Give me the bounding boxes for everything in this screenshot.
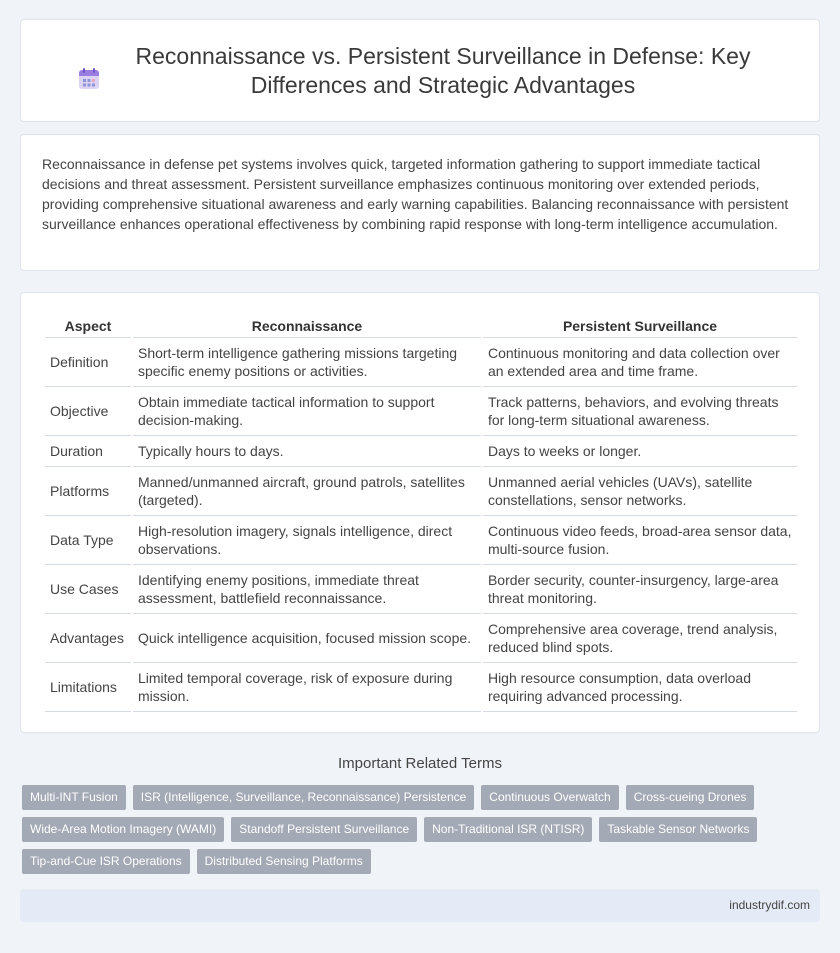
row-reconnaissance: Obtain immediate tactical information to support decision-making. bbox=[133, 387, 481, 436]
row-aspect: Objective bbox=[45, 387, 131, 436]
header-card bbox=[20, 19, 820, 122]
row-persistent-surveillance: Continuous monitoring and data collection over an extended area and time frame. bbox=[483, 338, 797, 387]
related-term-tag[interactable]: Taskable Sensor Networks bbox=[599, 817, 757, 842]
related-term-tag[interactable]: Standoff Persistent Surveillance bbox=[231, 817, 417, 842]
related-term-tag[interactable]: ISR (Intelligence, Surveillance, Reconnaissance) Persistence bbox=[133, 785, 475, 810]
related-term-tag[interactable]: Continuous Overwatch bbox=[481, 785, 618, 810]
intro-card bbox=[20, 134, 820, 271]
table-row bbox=[45, 614, 797, 663]
row-aspect: Use Cases bbox=[45, 565, 131, 614]
row-aspect: Platforms bbox=[45, 467, 131, 516]
row-aspect: Data Type bbox=[45, 516, 131, 565]
footer bbox=[20, 889, 820, 922]
related-term-tag[interactable]: Tip-and-Cue ISR Operations bbox=[22, 849, 190, 874]
header-persistent-surveillance: Persistent Surveillance bbox=[483, 313, 797, 338]
related-term-tag[interactable]: Distributed Sensing Platforms bbox=[197, 849, 371, 874]
related-term-tag[interactable]: Non-Traditional ISR (NTISR) bbox=[424, 817, 592, 842]
table-row bbox=[45, 663, 797, 712]
footer-site-link[interactable]: industrydif.com bbox=[729, 898, 810, 912]
intro-paragraph: Reconnaissance in defense pet systems involves quick, targeted information gathering to support immediate tactical decisions and threat assessment. Persistent surveillance emphasizes continuous monitoring over extended periods, providing comprehensive situational awareness and early warning capabilities. Balancing reconnaissance with persistent surveillance enhances operational effectiveness by combining rapid response with long-term intelligence accumulation. bbox=[42, 156, 789, 232]
table-row bbox=[45, 516, 797, 565]
related-term-tag[interactable]: Wide-Area Motion Imagery (WAMI) bbox=[22, 817, 224, 842]
row-aspect: Advantages bbox=[45, 614, 131, 663]
comparison-table bbox=[43, 313, 799, 712]
header-reconnaissance: Reconnaissance bbox=[133, 313, 481, 338]
row-reconnaissance: High-resolution imagery, signals intelligence, direct observations. bbox=[133, 516, 481, 565]
row-aspect: Limitations bbox=[45, 663, 131, 712]
related-term-tag[interactable]: Cross-cueing Drones bbox=[626, 785, 755, 810]
row-persistent-surveillance: Border security, counter-insurgency, large-area threat monitoring. bbox=[483, 565, 797, 614]
row-persistent-surveillance: High resource consumption, data overload requiring advanced processing. bbox=[483, 663, 797, 712]
page-title: Reconnaissance vs. Persistent Surveillance in Defense: Key Differences and Strategic Advantages bbox=[135, 42, 751, 98]
related-terms-list bbox=[22, 785, 822, 881]
table-row bbox=[45, 436, 797, 467]
row-persistent-surveillance: Unmanned aerial vehicles (UAVs), satellite constellations, sensor networks. bbox=[483, 467, 797, 516]
table-header-row bbox=[45, 313, 797, 338]
row-reconnaissance: Limited temporal coverage, risk of exposure during mission. bbox=[133, 663, 481, 712]
table-row bbox=[45, 565, 797, 614]
title-wrap bbox=[77, 42, 763, 100]
row-persistent-surveillance: Track patterns, behaviors, and evolving threats for long-term situational awareness. bbox=[483, 387, 797, 436]
row-aspect: Definition bbox=[45, 338, 131, 387]
row-persistent-surveillance: Continuous video feeds, broad-area sensor data, multi-source fusion. bbox=[483, 516, 797, 565]
related-terms-title: Important Related Terms bbox=[338, 755, 502, 772]
row-reconnaissance: Typically hours to days. bbox=[133, 436, 481, 467]
table-row bbox=[45, 467, 797, 516]
row-persistent-surveillance: Comprehensive area coverage, trend analysis, reduced blind spots. bbox=[483, 614, 797, 663]
comparison-table-card bbox=[20, 292, 820, 733]
row-reconnaissance: Identifying enemy positions, immediate threat assessment, battlefield reconnaissance. bbox=[133, 565, 481, 614]
table-row bbox=[45, 338, 797, 387]
calendar-icon bbox=[77, 67, 101, 91]
row-reconnaissance: Quick intelligence acquisition, focused mission scope. bbox=[133, 614, 481, 663]
header-aspect: Aspect bbox=[45, 313, 131, 338]
related-term-tag[interactable]: Multi-INT Fusion bbox=[22, 785, 126, 810]
row-aspect: Duration bbox=[45, 436, 131, 467]
table-row bbox=[45, 387, 797, 436]
row-persistent-surveillance: Days to weeks or longer. bbox=[483, 436, 797, 467]
row-reconnaissance: Manned/unmanned aircraft, ground patrols, satellites (targeted). bbox=[133, 467, 481, 516]
row-reconnaissance: Short-term intelligence gathering missions targeting specific enemy positions or activities. bbox=[133, 338, 481, 387]
